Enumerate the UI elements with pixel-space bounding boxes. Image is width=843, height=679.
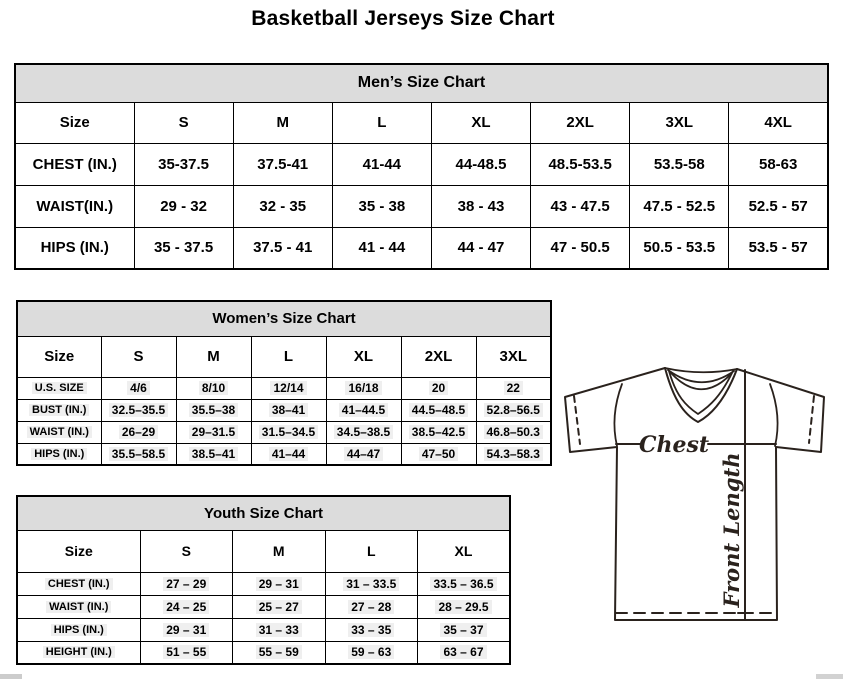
collar-back-curve-inner — [671, 373, 731, 389]
measurement-row — [15, 185, 828, 227]
size-value-cell: 47 - 50.5 — [531, 227, 630, 269]
size-value-cell: 33 – 35 — [325, 618, 418, 641]
size-value-cell: 35.5–58.5 — [101, 443, 176, 465]
cropped-edge-fragment — [816, 674, 843, 679]
size-value-cell: 38 - 43 — [431, 185, 530, 227]
size-value-cell: 8/10 — [176, 377, 251, 399]
size-value-cell: 25 – 27 — [233, 595, 326, 618]
size-value-cell: 24 – 25 — [140, 595, 233, 618]
size-value-cell: 20 — [401, 377, 476, 399]
row-label: WAIST (IN.) — [17, 421, 101, 443]
size-column-header: 3XL — [476, 336, 551, 377]
size-value-cell: 32.5–35.5 — [101, 399, 176, 421]
size-value-cell: 35 – 37 — [418, 618, 511, 641]
row-label: WAIST (IN.) — [17, 595, 140, 618]
right-armhole-seam — [770, 384, 778, 446]
size-column-header: XL — [326, 336, 401, 377]
size-value-cell: 37.5-41 — [233, 143, 332, 185]
size-value-cell: 29 – 31 — [140, 618, 233, 641]
row-label: BUST (IN.) — [17, 399, 101, 421]
mens-size-chart — [14, 63, 829, 270]
size-value-cell: 35.5–38 — [176, 399, 251, 421]
size-value-cell: 35 - 38 — [332, 185, 431, 227]
size-value-cell: 58-63 — [729, 143, 828, 185]
size-value-cell: 34.5–38.5 — [326, 421, 401, 443]
size-column-header: 4XL — [729, 102, 828, 143]
size-header-row — [17, 336, 551, 377]
size-value-cell: 43 - 47.5 — [531, 185, 630, 227]
measurement-row — [15, 143, 828, 185]
size-column-header: XL — [431, 102, 530, 143]
row-label: HEIGHT (IN.) — [17, 641, 140, 664]
size-column-header: M — [176, 336, 251, 377]
size-value-cell: 37.5 - 41 — [233, 227, 332, 269]
row-label: HIPS (IN.) — [17, 618, 140, 641]
size-value-cell: 50.5 - 53.5 — [630, 227, 729, 269]
size-header-row — [15, 102, 828, 143]
size-column-header: 3XL — [630, 102, 729, 143]
size-column-header: 2XL — [401, 336, 476, 377]
womens-size-table — [16, 300, 552, 466]
size-value-cell: 29 – 31 — [233, 572, 326, 595]
left-cuff-dashed-line — [574, 396, 580, 444]
size-value-cell: 44.5–48.5 — [401, 399, 476, 421]
size-value-cell: 59 – 63 — [325, 641, 418, 664]
size-value-cell: 41 - 44 — [332, 227, 431, 269]
size-value-cell: 22 — [476, 377, 551, 399]
cropped-edge-fragment — [0, 674, 22, 679]
chest-label: Chest — [638, 432, 710, 458]
size-label-header: Size — [15, 102, 134, 143]
youth-table-title: Youth Size Chart — [17, 496, 510, 530]
page-title: Basketball Jerseys Size Chart — [251, 7, 555, 30]
size-value-cell: 46.8–50.3 — [476, 421, 551, 443]
measurement-row — [17, 377, 551, 399]
youth-size-chart — [16, 495, 511, 665]
jersey-outline-drawing — [558, 358, 840, 630]
size-value-cell: 54.3–58.3 — [476, 443, 551, 465]
size-value-cell: 44–47 — [326, 443, 401, 465]
measurement-row — [15, 227, 828, 269]
jersey-body-outline — [565, 368, 824, 620]
size-column-header: S — [101, 336, 176, 377]
size-label-header: Size — [17, 336, 101, 377]
size-value-cell: 32 - 35 — [233, 185, 332, 227]
womens-size-chart — [16, 300, 552, 466]
size-value-cell: 41–44.5 — [326, 399, 401, 421]
row-label: HIPS (IN.) — [15, 227, 134, 269]
size-value-cell: 52.5 - 57 — [729, 185, 828, 227]
size-value-cell: 52.8–56.5 — [476, 399, 551, 421]
size-value-cell: 44 - 47 — [431, 227, 530, 269]
size-value-cell: 12/14 — [251, 377, 326, 399]
table-title-band — [17, 301, 551, 336]
size-value-cell: 38.5–41 — [176, 443, 251, 465]
row-label: CHEST (IN.) — [15, 143, 134, 185]
size-value-cell: 28 – 29.5 — [418, 595, 511, 618]
size-value-cell: 53.5-58 — [630, 143, 729, 185]
size-value-cell: 48.5-53.5 — [531, 143, 630, 185]
measurement-row — [17, 618, 510, 641]
row-label: U.S. SIZE — [17, 377, 101, 399]
size-value-cell: 33.5 – 36.5 — [418, 572, 511, 595]
size-value-cell: 47.5 - 52.5 — [630, 185, 729, 227]
youth-size-table — [16, 495, 511, 665]
size-value-cell: 4/6 — [101, 377, 176, 399]
size-label-header: Size — [17, 530, 140, 572]
size-value-cell: 35 - 37.5 — [134, 227, 233, 269]
size-value-cell: 38.5–42.5 — [401, 421, 476, 443]
row-label: CHEST (IN.) — [17, 572, 140, 595]
size-value-cell: 29–31.5 — [176, 421, 251, 443]
womens-table-title: Women’s Size Chart — [17, 301, 551, 336]
row-label: HIPS (IN.) — [17, 443, 101, 465]
size-header-row — [17, 530, 510, 572]
size-column-header: S — [134, 102, 233, 143]
size-value-cell: 31 – 33 — [233, 618, 326, 641]
jersey-measurement-diagram — [558, 358, 840, 630]
left-armhole-seam — [614, 384, 622, 446]
size-column-header: M — [233, 102, 332, 143]
size-value-cell: 41-44 — [332, 143, 431, 185]
table-title-band — [15, 64, 828, 102]
right-cuff-dashed-line — [809, 396, 814, 443]
row-label: WAIST(IN.) — [15, 185, 134, 227]
size-value-cell: 35-37.5 — [134, 143, 233, 185]
size-value-cell: 27 – 28 — [325, 595, 418, 618]
measurement-row — [17, 421, 551, 443]
size-value-cell: 31 – 33.5 — [325, 572, 418, 595]
size-column-header: XL — [418, 530, 511, 572]
size-column-header: L — [251, 336, 326, 377]
measurement-row — [17, 399, 551, 421]
size-value-cell: 38–41 — [251, 399, 326, 421]
mens-table-title: Men’s Size Chart — [15, 64, 828, 102]
size-value-cell: 27 – 29 — [140, 572, 233, 595]
size-value-cell: 29 - 32 — [134, 185, 233, 227]
size-column-header: M — [233, 530, 326, 572]
size-column-header: L — [332, 102, 431, 143]
size-value-cell: 41–44 — [251, 443, 326, 465]
front-length-label: Front Length — [719, 452, 744, 608]
size-value-cell: 53.5 - 57 — [729, 227, 828, 269]
size-value-cell: 26–29 — [101, 421, 176, 443]
measurement-row — [17, 595, 510, 618]
size-value-cell: 31.5–34.5 — [251, 421, 326, 443]
size-value-cell: 47–50 — [401, 443, 476, 465]
jersey-top-edge — [665, 368, 737, 372]
mens-size-table — [14, 63, 829, 270]
table-title-band — [17, 496, 510, 530]
measurement-row — [17, 572, 510, 595]
size-value-cell: 16/18 — [326, 377, 401, 399]
size-column-header: 2XL — [531, 102, 630, 143]
size-column-header: S — [140, 530, 233, 572]
measurement-row — [17, 443, 551, 465]
size-column-header: L — [325, 530, 418, 572]
measurement-row — [17, 641, 510, 664]
size-value-cell: 51 – 55 — [140, 641, 233, 664]
size-value-cell: 63 – 67 — [418, 641, 511, 664]
size-value-cell: 55 – 59 — [233, 641, 326, 664]
size-value-cell: 44-48.5 — [431, 143, 530, 185]
